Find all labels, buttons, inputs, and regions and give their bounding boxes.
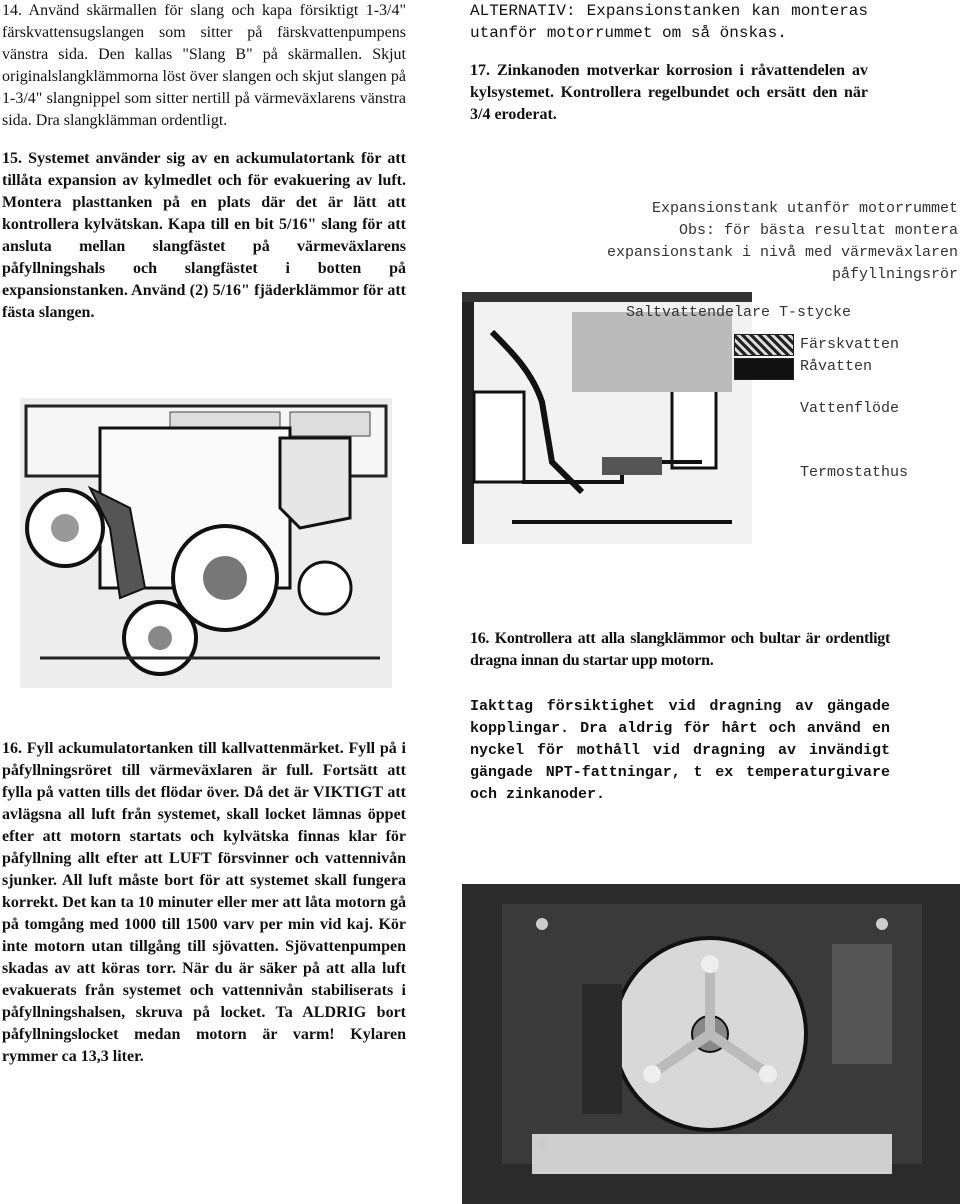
farskvatten-swatch [734,334,794,356]
label-saltvattendelare: Saltvattendelare T-stycke [626,304,852,321]
caution-text: Iakttag försiktighet vid dragning av gängade kopplingar. Dra aldrig för hårt och använd en nyckel för mothåll vid dragning av invändigt gängade NPT-fattningar, t ex temperaturgivare och zinkanoder. [470,698,890,803]
label-vattenflode: Vattenflöde [800,400,900,417]
label-ravatten: Råvatten [800,358,873,375]
left-column [2,0,406,324]
diagram-legend [530,196,960,496]
step-16-text: 16. Fyll ackumulatortanken till kallvattenmärket. Fyll på i påfyllningsröret till värmeväxlaren är full. Fortsätt att fylla på vatten tills det flödar över. Då det är VIKTIGT att avlägsna all luft från systemet, skall locket lämnas öppet efter att motorn startats och kylvätska finnas klar för påfyllning allt efter att LUFT försvinner och vattennivån sjunker. All luft måste bort för att systemet skall fungera korrekt. Det kan ta 10 minuter eller mer att låta motorn gå på tomgång med 1000 till 1500 varv per min vid kaj. Kör inte motorn utan tillgång till sjövatten. Sjövattenpumpen skadas av att köras torr. När du är säker på att alla luft evakuerats från systemet och vattennivån stabiliserats i påfyllningshalsen, skruva på locket. Ta ALDRIG bort påfyllningslocket medan motorn är varm! Kylaren rymmer ca 13,3 liter. [2,740,406,1065]
legend-note-2: expansionstank i nivå med värmeväxlaren [606,244,958,261]
legend-title: Expansionstank utanför motorrummet [651,200,958,217]
step-16b-text: 16. Kontrollera att alla slangklämmor och bultar är ordentligt dragna innan du startar upp motorn. [470,630,890,669]
engine-illustration-left [20,398,392,688]
label-farskvatten: Färskvatten [800,336,900,353]
legend-note-3: påfyllningsrör [831,266,958,283]
ravatten-swatch [734,358,794,380]
alternativ-text: ALTERNATIV: Expansionstanken kan monteras utanför motorrummet om så önskas. [470,2,868,42]
engine-photo-bottom [462,884,960,1204]
step-15-text: 15. Systemet använder sig av en ackumulatortank för att tillåta expansion av kylmedlet och för evakuering av luft. Montera plasttanken på en plats där det är lätt att kontrollera kylvätskan. Kapa till en bit 5/16" slang för att ansluta mellan slangfästet på värmeväxlarens påfyllningshals och slangfästet i botten på expansionstanken. Använd (2) 5/16" fjäderklämmor för att fästa slangen. [2,150,406,321]
step-14-text: 14. Använd skärmallen för slang och kapa försiktigt 1-3/4" färskvattensugslangen som sitter på färskvattenpumpens vänstra sida. Den kallas "Slang B" på skärmallen. Skjut originalslangklämmorna löst över slangen och skjut slangen på 1-3/4" slangnippel som sitter nertill på värmeväxlarens vänstra sida. Dra slangklämman ordentligt. [2,2,406,129]
label-termostathus: Termostathus [800,464,909,481]
step-17-text: 17. Zinkanoden motverkar korrosion i råvattendelen av kylsystemet. Kontrollera regelbundet och ersätt den när 3/4 eroderat. [470,62,868,123]
legend-note-1: Obs: för bästa resultat montera [678,222,958,239]
right-column-top [470,0,868,126]
right-column-bottom [470,628,890,806]
